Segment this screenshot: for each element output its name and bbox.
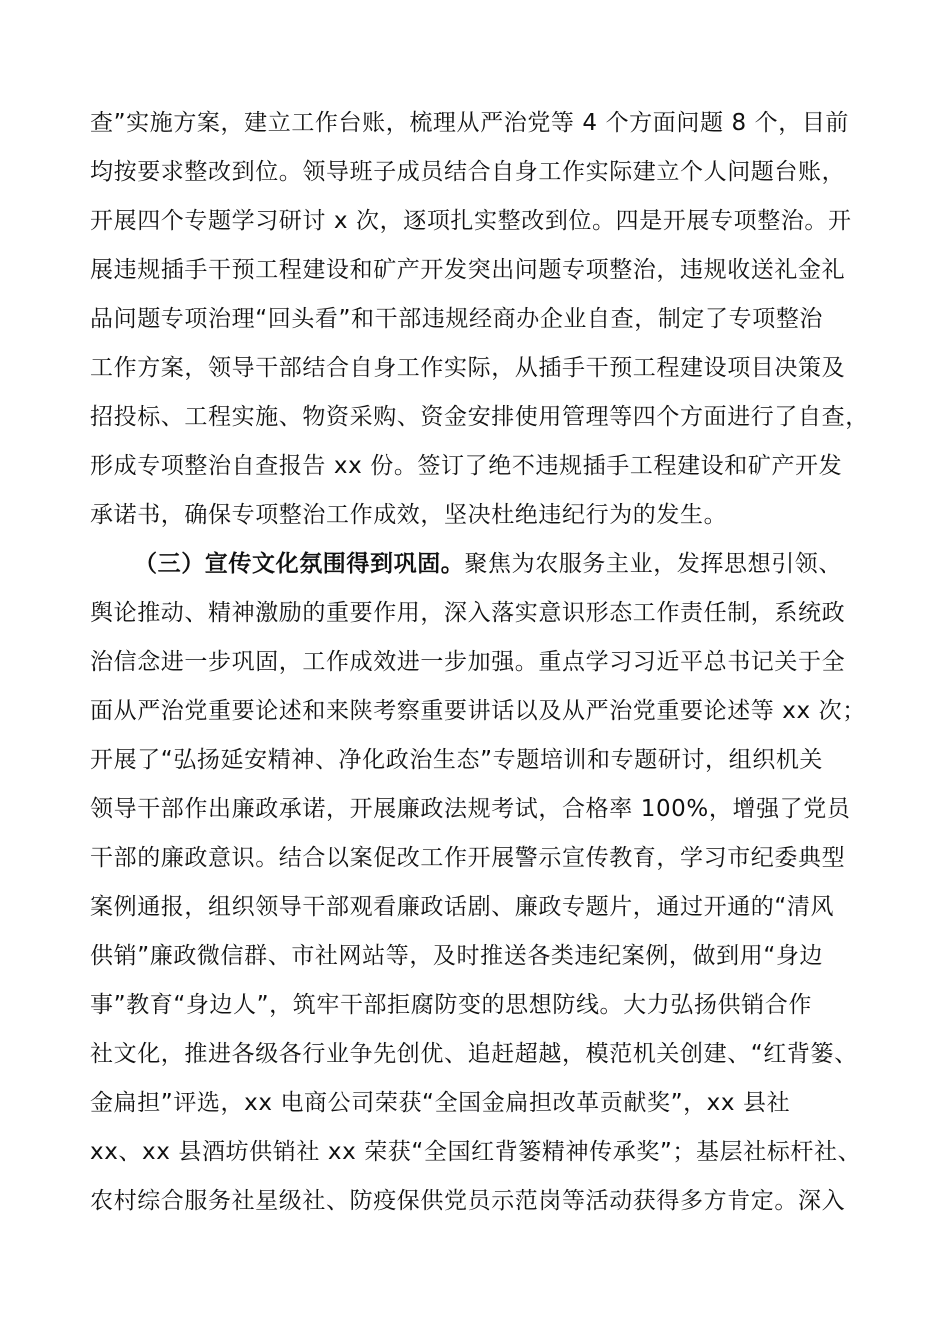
body-text-line: 事”教育“身边人”，筑牢干部拒腐防变的思想防线。大力弘扬供销合作 (90, 992, 812, 1018)
body-text-line: 品问题专项治理“回头看”和干部违规经商办企业自查，制定了专项整治 (90, 306, 824, 332)
body-text-line: 查”实施方案，建立工作台账，梳理从严治党等 4 个方面问题 8 个，目前 (90, 110, 850, 136)
section-first-line (134, 549, 924, 579)
body-text-line: 展违规插手干预工程建设和矿产开发突出问题专项整治，违规收送礼金礼 (90, 257, 846, 283)
body-text-line: 开展了“弘扬延安精神、净化政治生态”专题培训和专题研讨，组织机关 (90, 747, 824, 773)
body-text-line: 干部的廉政意识。结合以案促改工作开展警示宣传教育，学习市纪委典型 (90, 845, 846, 871)
body-text-line: 形成专项整治自查报告 xx 份。签订了绝不违规插手工程建设和矿产开发 (90, 453, 843, 479)
body-text-line: 承诺书，确保专项整治工作成效，坚决杜绝违纪行为的发生。 (90, 502, 728, 528)
body-text-line: 领导干部作出廉政承诺，开展廉政法规考试，合格率 100%，增强了党员 (90, 796, 851, 822)
body-text-line: 招投标、工程实施、物资采购、资金安排使用管理等四个方面进行了自查， (90, 404, 869, 430)
body-text-line: 舆论推动、精神激励的重要作用，深入落实意识形态工作责任制，系统政 (90, 600, 846, 626)
body-text-line: 金扁担”评选，xx 电商公司荣获“全国金扁担改革贡献奖”，xx 县社 (90, 1090, 791, 1116)
body-text-line: 农村综合服务社星级社、防疫保供党员示范岗等活动获得多方肯定。深入 (90, 1188, 846, 1214)
body-text-line: 供销”廉政微信群、市社网站等，及时推送各类违纪案例，做到用“身边 (90, 943, 824, 969)
body-text-line: 均按要求整改到位。领导班子成员结合自身工作实际建立个人问题台账， (90, 159, 846, 185)
body-text-line: 面从严治党重要论述和来陕考察重要讲话以及从严治党重要论述等 xx 次； (90, 698, 866, 724)
section-first-line-text: 聚焦为农服务主业，发挥思想引领、 (464, 551, 843, 577)
section-heading: （三）宣传文化氛围得到巩固。 (134, 551, 465, 577)
body-text-line: 治信念进一步巩固，工作成效进一步加强。重点学习习近平总书记关于全 (90, 649, 846, 675)
body-text-line: 工作方案，领导干部结合自身工作实际，从插手干预工程建设项目决策及 (90, 355, 846, 381)
body-text-line: 社文化，推进各级各行业争先创优、追赶超越，模范机关创建、“红背篓、 (90, 1041, 858, 1067)
body-text-line: 案例通报，组织领导干部观看廉政话剧、廉政专题片，通过开通的“清风 (90, 894, 835, 920)
body-text-line: xx、xx 县酒坊供销社 xx 荣获“全国红背篓精神传承奖”；基层社标杆社、 (90, 1139, 862, 1165)
body-text-line: 开展四个专题学习研讨 x 次，逐项扎实整改到位。四是开展专项整治。开 (90, 208, 852, 234)
